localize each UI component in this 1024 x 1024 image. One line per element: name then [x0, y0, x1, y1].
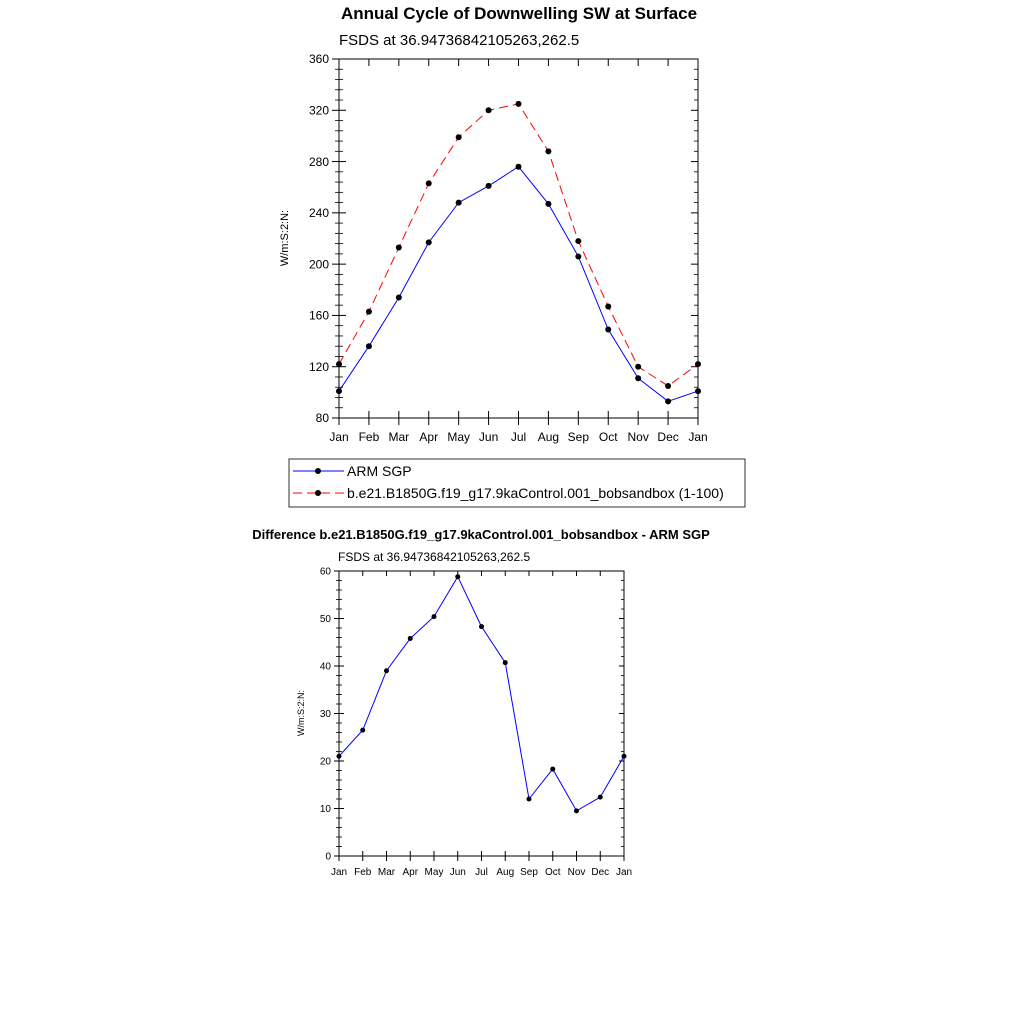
series-1-point — [366, 309, 372, 315]
series-1-point — [456, 134, 462, 140]
series-0-point — [396, 294, 402, 300]
y-tick-label: 320 — [308, 103, 329, 118]
plot-frame — [339, 571, 624, 856]
series-1-point — [575, 238, 581, 244]
series-1-point — [635, 364, 641, 370]
series-0-point — [516, 164, 522, 170]
x-tick-label: Jan — [329, 430, 349, 444]
series-0-point — [545, 201, 551, 207]
x-tick-label: Apr — [419, 430, 439, 444]
top-chart-title: Annual Cycle of Downwelling SW at Surface — [340, 4, 698, 23]
x-tick-label: Mar — [377, 867, 396, 878]
series-1-point — [396, 244, 402, 250]
y-tick-label: 160 — [308, 308, 329, 323]
y-tick-label: 30 — [319, 709, 331, 720]
top-plot-area — [309, 52, 708, 444]
bottom-chart-ylabel: W/m:S:2:N: — [296, 689, 306, 737]
y-tick-label: 20 — [319, 756, 331, 768]
y-tick-label: 120 — [308, 359, 329, 374]
series-1-point — [516, 101, 522, 107]
x-tick-label: Jan — [688, 430, 708, 444]
series-0-point — [527, 797, 532, 802]
x-tick-label: Jun — [478, 430, 499, 444]
x-tick-label: Oct — [544, 867, 561, 878]
x-tick-label: Jun — [449, 867, 466, 878]
series-0-point — [695, 388, 701, 394]
series-line-0 — [339, 167, 698, 402]
x-tick-label: Nov — [567, 867, 586, 878]
series-0-point — [635, 375, 641, 381]
series-0-point — [574, 808, 579, 813]
legend-label-model: b.e21.B1850G.f19_g17.9kaControl.001_bobsandbox (1-100) — [347, 485, 724, 501]
series-0-point — [360, 728, 365, 733]
series-1-point — [545, 148, 551, 154]
x-tick-label: Apr — [402, 867, 419, 878]
x-tick-label: Dec — [591, 867, 610, 878]
series-0-point — [622, 754, 627, 759]
x-tick-label: Aug — [496, 867, 515, 878]
x-tick-label: Sep — [520, 867, 538, 878]
y-tick-label: 80 — [315, 411, 329, 426]
series-0-point — [426, 239, 432, 245]
series-0-point — [550, 767, 555, 772]
series-1-point — [665, 383, 671, 389]
legend-entry-arm-sgp — [293, 463, 412, 479]
series-1-point — [605, 303, 611, 309]
series-1-point — [486, 107, 492, 113]
y-tick-label: 50 — [319, 614, 331, 625]
x-tick-label: Sep — [567, 430, 590, 444]
x-tick-label: Feb — [354, 867, 372, 878]
x-tick-label: Oct — [598, 430, 618, 444]
top-chart — [279, 4, 745, 507]
series-1-point — [336, 361, 342, 367]
x-tick-label: Jan — [615, 867, 633, 878]
bottom-plot-area — [320, 567, 632, 879]
x-tick-label: Nov — [627, 430, 649, 444]
legend-entry-model — [293, 485, 724, 501]
x-tick-label: Mar — [388, 430, 410, 444]
top-chart-ylabel: W/m:S:2:N: — [279, 209, 291, 267]
series-0-point — [408, 636, 413, 641]
plot-frame — [339, 59, 698, 418]
series-0-point — [665, 398, 671, 404]
series-1-point — [695, 361, 701, 367]
y-tick-label: 10 — [319, 804, 331, 815]
series-0-point — [456, 200, 462, 206]
series-0-point — [486, 183, 492, 189]
series-0-point — [479, 624, 484, 629]
series-0-point — [337, 754, 342, 759]
legend-label-arm-sgp: ARM SGP — [347, 463, 412, 479]
series-0-point — [336, 388, 342, 394]
top-chart-subtitle: FSDS at 36.94736842105263,262.5 — [339, 32, 580, 49]
series-0-point — [366, 343, 372, 349]
series-0-point — [432, 614, 437, 619]
y-tick-label: 280 — [308, 154, 329, 169]
x-tick-label: Aug — [537, 430, 560, 444]
series-line-0 — [339, 577, 624, 811]
y-tick-label: 240 — [308, 206, 329, 221]
bottom-chart-subtitle: FSDS at 36.94736842105263,262.5 — [338, 550, 531, 564]
series-line-1 — [339, 104, 698, 386]
x-tick-label: May — [424, 867, 444, 878]
y-tick-label: 0 — [325, 851, 331, 863]
series-0-point — [575, 253, 581, 259]
y-tick-label: 40 — [319, 661, 331, 673]
top-legend — [289, 459, 745, 507]
series-0-point — [384, 668, 389, 673]
series-0-point — [605, 327, 611, 333]
bottom-chart — [252, 527, 710, 878]
x-tick-label: Feb — [358, 430, 380, 444]
y-tick-label: 200 — [308, 257, 329, 272]
series-0-point — [598, 795, 603, 800]
x-tick-label: Jul — [475, 867, 488, 878]
bottom-chart-title: Difference b.e21.B1850G.f19_g17.9kaControl.001_bobsandbox - ARM SGP — [252, 527, 710, 542]
series-0-point — [455, 574, 460, 579]
x-tick-label: Dec — [657, 430, 679, 444]
x-tick-label: Jan — [330, 867, 348, 878]
series-1-point — [426, 180, 432, 186]
y-tick-label: 60 — [319, 566, 331, 578]
x-tick-label: May — [447, 430, 471, 444]
series-0-point — [503, 660, 508, 665]
x-tick-label: Jul — [510, 430, 527, 444]
y-tick-label: 360 — [308, 52, 329, 67]
